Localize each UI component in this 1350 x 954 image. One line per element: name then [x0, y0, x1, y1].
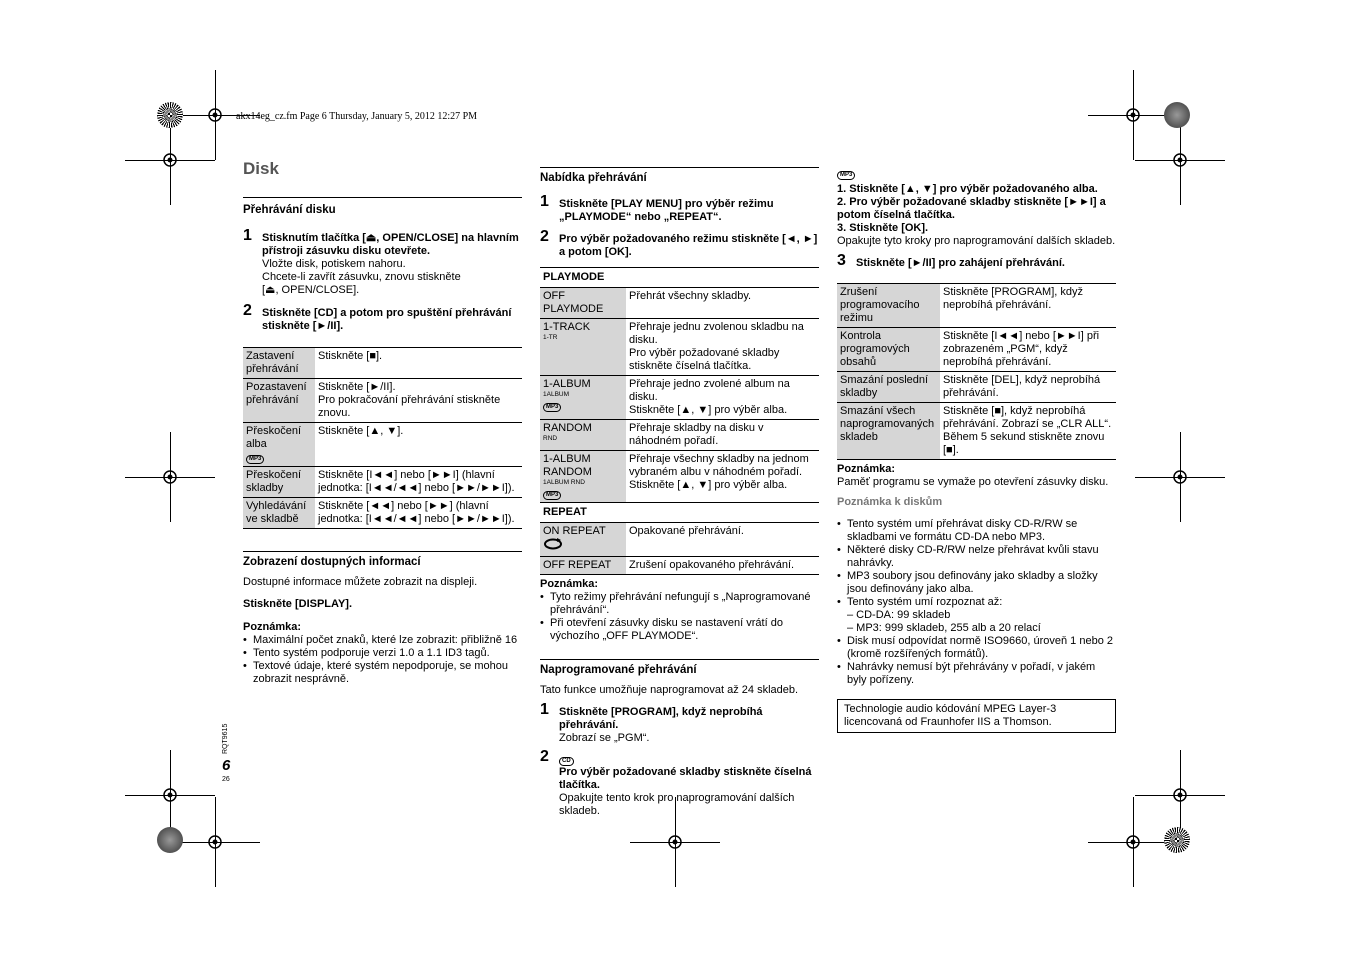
registration-target-icon	[1172, 787, 1188, 808]
row-label	[243, 348, 315, 379]
table-row	[837, 403, 1116, 460]
table-row	[243, 348, 522, 379]
row-label-text: OFF PLAYMODE	[543, 290, 604, 315]
info-text: Dostupné informace můžete zobrazit na displeji.	[243, 576, 478, 588]
row-label	[540, 420, 626, 451]
mp3-step: 2. Pro výběr požadované skladby stiskněte [►►I] a potom číselná tlačítka.	[837, 196, 1106, 221]
list-item: • Textové údaje, které systém nepodporuje, se mohou zobrazit nesprávně.	[243, 660, 522, 686]
list-item: • Při otevření zásuvky disku se nastavení vrátí do výchozího „OFF PLAYMODE“.	[540, 617, 819, 643]
row-value: Přehraje skladby na disku v náhodném pořadí.	[626, 420, 819, 451]
step-text: Zobrazí se „PGM“.	[559, 732, 650, 744]
row-label-text: Vyhledávání ve skladbě	[246, 500, 307, 525]
registration-target-icon	[162, 469, 178, 490]
section-title: Poznámka k diskům	[837, 496, 943, 508]
page-title: Disk	[243, 159, 279, 178]
section-title: Nabídka přehrávání	[540, 172, 647, 184]
row-label	[243, 423, 315, 467]
controls-table	[243, 347, 522, 529]
cell-line: Přehraje všechny skladby na jednom vybraném albu v náhodném pořadí.	[629, 453, 809, 478]
list-item: • Nahrávky nemusí být přehrávány v pořadí, v jakém byly pořízeny.	[837, 661, 1116, 687]
row-value	[626, 451, 819, 503]
list-item: • Tento systém podporuje verzi 1.0 a 1.1 ID3 tagů.	[243, 647, 522, 660]
row-value: Stiskněte [▲, ▼].	[315, 423, 522, 467]
row-label	[243, 379, 315, 423]
playmode-table	[540, 267, 819, 575]
divider	[243, 551, 522, 552]
list-item: • Tyto režimy přehrávání nefungují s „Naprogramované přehrávání“.	[540, 591, 819, 617]
table-row	[243, 379, 522, 423]
cell-line: Stiskněte [►/II].	[318, 381, 396, 393]
note-label: Poznámka:	[540, 578, 599, 590]
cell-line: Stiskněte [▲, ▼] pro výběr alba.	[629, 404, 788, 416]
row-label	[243, 467, 315, 498]
step-number: 2	[540, 748, 549, 765]
note-list	[243, 634, 522, 686]
step-1	[540, 701, 819, 745]
footer-code: RQT9615	[222, 723, 229, 754]
page-number: 6	[222, 757, 231, 774]
row-label	[540, 523, 626, 557]
registration-target-icon	[207, 834, 223, 855]
step-number: 1	[540, 193, 549, 210]
section-title: Naprogramované přehrávání	[540, 664, 697, 676]
row-label-sub: 1-TR	[543, 334, 558, 341]
program-intro: Tato funkce umožňuje naprogramovat až 24 skladeb.	[540, 684, 799, 696]
step-text: Opakujte tento krok pro naprogramování dalších skladeb.	[559, 792, 795, 817]
row-label-text: Smazání všech naprogramovaných skladeb	[840, 405, 935, 443]
row-label	[837, 403, 940, 460]
step-instruction: Pro výběr požadovaného režimu stiskněte [◄, ►] a potom [OK].	[559, 233, 818, 258]
row-label	[540, 288, 626, 319]
mp3-step: 3. Stiskněte [OK].	[837, 222, 929, 234]
row-label-text: 1-TRACK	[543, 321, 591, 333]
mp3-badge: MP3	[543, 403, 561, 412]
column-3	[837, 163, 1116, 733]
divider	[540, 167, 819, 168]
step-3	[837, 252, 1116, 270]
info-instruction: Stiskněte [DISPLAY].	[243, 598, 353, 610]
row-value: Přehrát všechny skladby.	[626, 288, 819, 319]
registration-target-icon	[1125, 834, 1141, 855]
table-row	[837, 328, 1116, 372]
step-text: [⏏, OPEN/CLOSE].	[262, 284, 360, 296]
cell-line: Pro pokračování přehrávání stiskněte znovu.	[318, 394, 501, 419]
registration-target-icon	[1125, 107, 1141, 128]
table-row	[540, 288, 819, 319]
list-item: • Tento systém umí přehrávat disky CD-R/RW se skladbami ve formátu CD-DA nebo MP3.	[837, 518, 1116, 544]
row-label	[837, 284, 940, 328]
cell-line: Přehraje jedno zvolené album na disku.	[629, 378, 790, 403]
row-label-text: Kontrola programových obsahů	[840, 330, 910, 368]
section-title: Zobrazení dostupných informací	[243, 556, 421, 568]
row-label-text: 1-ALBUM	[543, 378, 591, 390]
row-label-sub: 1ALBUM RND	[543, 479, 585, 486]
step-number: 2	[540, 228, 549, 245]
table-row	[540, 451, 819, 503]
list-item: – MP3: 999 skladeb, 255 alb a 20 relací	[847, 622, 1041, 634]
step-instruction: Stiskněte [CD] a potom pro spuštění přehrávání stiskněte [►/II].	[262, 307, 512, 332]
column-2	[540, 167, 819, 818]
list-item: • Disk musí odpovídat normě ISO9660, úroveň 1 nebo 2 (kromě rozšířených formátů).	[837, 635, 1116, 661]
table-row	[540, 319, 819, 376]
row-label-text: ON REPEAT	[543, 525, 606, 537]
cell-line: Přehraje jednu zvolenou skladbu na disku.	[629, 321, 804, 346]
table-header-row	[540, 268, 819, 288]
row-label-text: OFF REPEAT	[543, 559, 612, 571]
step-2	[540, 748, 819, 818]
row-label	[540, 319, 626, 376]
file-header: akx14eg_cz.fm Page 6 Thursday, January 5, 2012 12:27 PM	[236, 111, 478, 122]
step-1	[243, 227, 522, 297]
row-label-text: Zrušení programovacího režimu	[840, 286, 920, 324]
list-item: • Některé disky CD-R/RW nelze přehrávat kvůli stavu nahrávky.	[837, 544, 1116, 570]
starburst-disc-icon	[157, 102, 183, 128]
section-title: Přehrávání disku	[243, 204, 336, 216]
row-value: Zrušení opakovaného přehrávání.	[626, 557, 819, 575]
row-value: Stiskněte [DEL], když neprobíhá přehrávání.	[940, 372, 1116, 403]
note-text: Paměť programu se vymaže po otevření zásuvky disku.	[837, 476, 1109, 488]
column-1	[243, 197, 522, 686]
step-2	[540, 228, 819, 259]
list-item: – CD-DA: 99 skladeb	[847, 609, 951, 621]
table-row	[540, 557, 819, 575]
table-header-row	[540, 503, 819, 523]
dark-disc-icon	[1164, 102, 1190, 128]
row-label	[540, 451, 626, 503]
step-text: Vložte disk, potiskem nahoru.	[262, 258, 406, 270]
row-value: Stiskněte [■], když neprobíhá přehrávání. Zobrazí se „CLR ALL“. Během 5 sekund stiskněte znovu [■].	[940, 403, 1116, 460]
step-instruction: Stiskněte [PROGRAM], když neprobíhá přehrávání.	[559, 706, 763, 731]
step-2	[243, 302, 522, 333]
step-instruction: Pro výběr požadované skladby stiskněte číselná tlačítka.	[559, 766, 812, 791]
step-instruction: Stiskněte [►/II] pro zahájení přehrávání.	[856, 257, 1065, 269]
disc-notes	[837, 518, 1116, 687]
mp3-badge: MP3	[543, 491, 561, 500]
mp3-badge: MP3	[246, 455, 264, 464]
step-number: 1	[243, 227, 252, 244]
cd-badge: CD	[559, 757, 574, 766]
step-1	[540, 193, 819, 224]
row-value: Stiskněte [◄◄] nebo [►►] (hlavní jednotka: [I◄◄/◄◄] nebo [►►/►►I]).	[315, 498, 522, 529]
row-label	[243, 498, 315, 529]
note-label: Poznámka:	[243, 621, 302, 633]
table-row	[243, 467, 522, 498]
registration-target-icon	[162, 787, 178, 808]
row-value	[315, 379, 522, 423]
step-number: 1	[540, 701, 549, 718]
row-value: Stiskněte [■].	[315, 348, 522, 379]
divider	[243, 197, 522, 198]
mp3-text: Opakujte tyto kroky pro naprogramování dalších skladeb.	[837, 235, 1116, 247]
table-header: REPEAT	[540, 503, 819, 523]
list-item: • Maximální počet znaků, které lze zobrazit: přibližně 16	[243, 634, 522, 647]
program-table	[837, 283, 1116, 460]
badge-wrap	[543, 487, 623, 500]
dark-disc-icon	[157, 827, 183, 853]
step-text: Chcete-li zavřít zásuvku, znovu stiskněte	[262, 271, 461, 283]
row-value: Opakované přehrávání.	[626, 523, 819, 557]
row-label	[837, 328, 940, 372]
row-label	[837, 372, 940, 403]
registration-target-icon	[1172, 152, 1188, 173]
row-label-text: RANDOM	[543, 422, 592, 434]
license-box: Technologie audio kódování MPEG Layer-3 licencovaná od Fraunhofer IIS a Thomson.	[837, 699, 1116, 733]
row-label-text: Smazání poslední skladby	[840, 374, 929, 399]
cell-line: Pro výběr požadované skladby stiskněte číselná tlačítka.	[629, 347, 780, 372]
row-label-text: Zastavení přehrávání	[246, 350, 299, 375]
table-row	[243, 498, 522, 529]
step-number: 2	[243, 302, 252, 319]
table-header: PLAYMODE	[540, 268, 819, 288]
row-label-text: Přeskočení skladby	[246, 469, 302, 494]
row-value: Stiskněte [I◄◄] nebo [►►I] při zobrazeném „PGM“, když neprobíhá přehrávání.	[940, 328, 1116, 372]
registration-target-icon	[1172, 469, 1188, 490]
row-label-text: 1-ALBUM RANDOM	[543, 453, 592, 478]
note-label: Poznámka:	[837, 463, 896, 475]
mp3-badge: MP3	[837, 171, 855, 180]
cell-line: Stiskněte [▲, ▼] pro výběr alba.	[629, 479, 788, 491]
table-row	[243, 423, 522, 467]
footer-code-wrap	[222, 720, 234, 756]
badge-wrap	[246, 451, 312, 464]
row-label-sub: RND	[543, 435, 558, 442]
repeat-icon	[543, 538, 623, 554]
step-instruction: Stisknutím tlačítka [⏏, OPEN/CLOSE] na hlavním přístroji zásuvku disku otevřete.	[262, 232, 519, 257]
list-item: • MP3 soubory jsou definovány jako skladby a složky jsou definovány jako alba.	[837, 570, 1116, 596]
row-value	[626, 319, 819, 376]
table-row	[540, 523, 819, 557]
row-label-sub: 1ALBUM	[543, 391, 570, 398]
page-number-small: 26	[222, 776, 230, 783]
list-item: • Tento systém umí rozpoznat až:	[837, 596, 1116, 609]
note-list	[540, 591, 819, 643]
table-row	[837, 284, 1116, 328]
step-instruction: Stiskněte [PLAY MENU] pro výběr režimu „PLAYMODE“ nebo „REPEAT“.	[559, 198, 774, 223]
registration-target-icon	[162, 152, 178, 173]
row-value	[626, 376, 819, 420]
divider	[540, 659, 819, 660]
starburst-disc-icon	[1164, 827, 1190, 853]
badge-wrap	[543, 399, 623, 412]
row-value: Stiskněte [PROGRAM], když neprobíhá přehrávání.	[940, 284, 1116, 328]
row-label	[540, 376, 626, 420]
table-row	[837, 372, 1116, 403]
step-number: 3	[837, 252, 846, 269]
row-label-text: Přeskočení alba	[246, 425, 302, 450]
table-row	[540, 420, 819, 451]
table-row	[540, 376, 819, 420]
registration-target-icon	[207, 107, 223, 128]
row-label	[540, 557, 626, 575]
row-label-text: Pozastavení přehrávání	[246, 381, 307, 406]
mp3-step: 1. Stiskněte [▲, ▼] pro výběr požadovaného alba.	[837, 183, 1098, 195]
registration-target-icon	[667, 834, 683, 855]
row-value: Stiskněte [I◄◄] nebo [►►I] (hlavní jednotka: [I◄◄/◄◄] nebo [►►/►►I]).	[315, 467, 522, 498]
